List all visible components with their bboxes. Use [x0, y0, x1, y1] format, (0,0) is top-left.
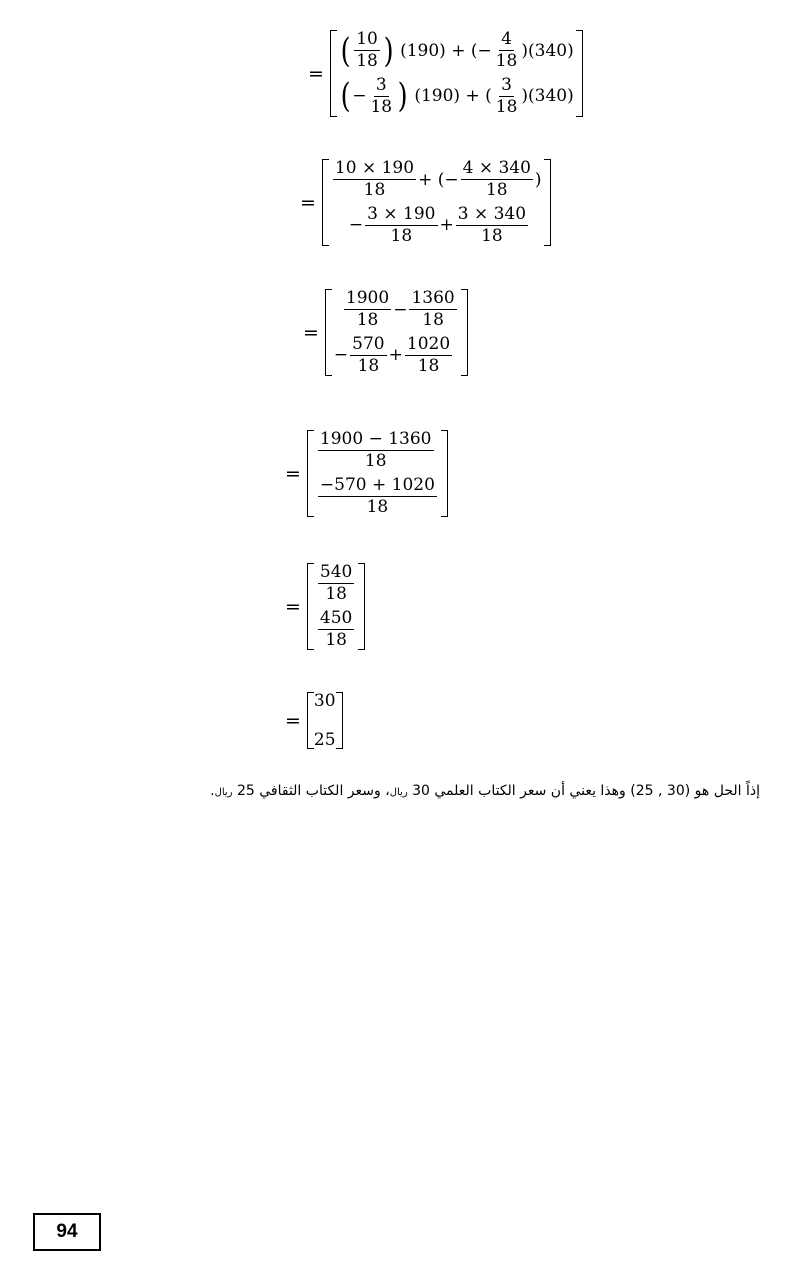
equation-step-3	[303, 287, 468, 378]
matrix-step-2	[322, 157, 551, 248]
fraction: $\frac{1900}{18}$	[345, 288, 390, 331]
matrix-row: 30	[313, 691, 336, 711]
fraction: $\frac{450}{18}$	[319, 607, 353, 650]
equation-step-1	[308, 28, 583, 119]
fraction: $\frac{1900 - 1360}{18}$	[319, 429, 432, 472]
equals-sign: =	[285, 709, 301, 732]
matrix-step-3	[325, 287, 468, 378]
equation-step-4	[285, 428, 448, 519]
equals-sign: =	[285, 595, 301, 618]
fraction: $\frac{4 \times 340}{18}$	[462, 158, 531, 201]
page-number: 94	[33, 1213, 101, 1251]
equation-step-5	[285, 561, 365, 652]
fraction: $\frac{3}{18}$	[495, 74, 518, 117]
equation-step-2	[300, 157, 551, 248]
currency-label: ريال	[214, 787, 233, 798]
fraction: $\frac{10 \times 190}{18}$	[334, 158, 415, 201]
equation-step-6	[285, 690, 343, 751]
fraction: $\frac{1360}{18}$	[411, 288, 455, 331]
fraction: $\frac{3 \times 190}{18}$	[367, 203, 436, 246]
matrix-row	[316, 474, 439, 520]
matrix-row: − $\frac{3 \times 190}{18}$ + $\frac{3 \times 340}{18}$	[348, 203, 527, 246]
matrix-row: ( − $\frac{3}{18}$ ) (190) + ( $\frac{3}{18}$ )(340)	[340, 74, 574, 117]
equals-sign: =	[300, 191, 316, 214]
matrix-row: 25	[313, 730, 336, 750]
matrix-row: $\frac{1900}{18}$ − $\frac{1360}{18}$	[345, 288, 455, 331]
equals-sign: =	[303, 321, 319, 344]
matrix-row	[316, 561, 356, 607]
matrix-row	[316, 607, 356, 653]
matrix-step-1	[330, 28, 583, 119]
matrix-row: − $\frac{570}{18}$ + $\frac{1020}{18}$	[333, 333, 451, 376]
matrix-step-6	[307, 690, 343, 751]
equals-sign: =	[308, 62, 324, 85]
matrix-row	[316, 428, 439, 474]
equals-sign: =	[285, 462, 301, 485]
matrix-row: ( $\frac{10}{18}$ ) (190) + (− $\frac{4}{18}$ )(340)	[340, 29, 574, 72]
fraction: $\frac{3}{18}$	[370, 74, 393, 117]
fraction: $\frac{3 \times 340}{18}$	[457, 203, 527, 246]
matrix-step-5	[307, 561, 365, 652]
fraction: $\frac{1020}{18}$	[406, 333, 451, 376]
matrix-row: $\frac{10 \times 190}{18}$ + (− $\frac{4 \times 340}{18}$ )	[334, 158, 542, 201]
matrix-step-4	[307, 428, 448, 519]
fraction: $\frac{540}{18}$	[319, 562, 353, 605]
fraction: $\frac{570}{18}$	[352, 333, 385, 376]
fraction: $\frac{-570 + 1020}{18}$	[319, 474, 435, 517]
currency-label: ريال	[389, 787, 408, 798]
fraction: $\frac{4}{18}$	[495, 29, 518, 72]
fraction: $\frac{10}{18}$	[356, 29, 378, 72]
solution-conclusion: إذاً الحل هو (30 , 25) وهذا يعني أن سعر الكتاب العلمي 30 ريال، وسعر الكتاب الثقافي 25 ريال.	[210, 783, 760, 799]
